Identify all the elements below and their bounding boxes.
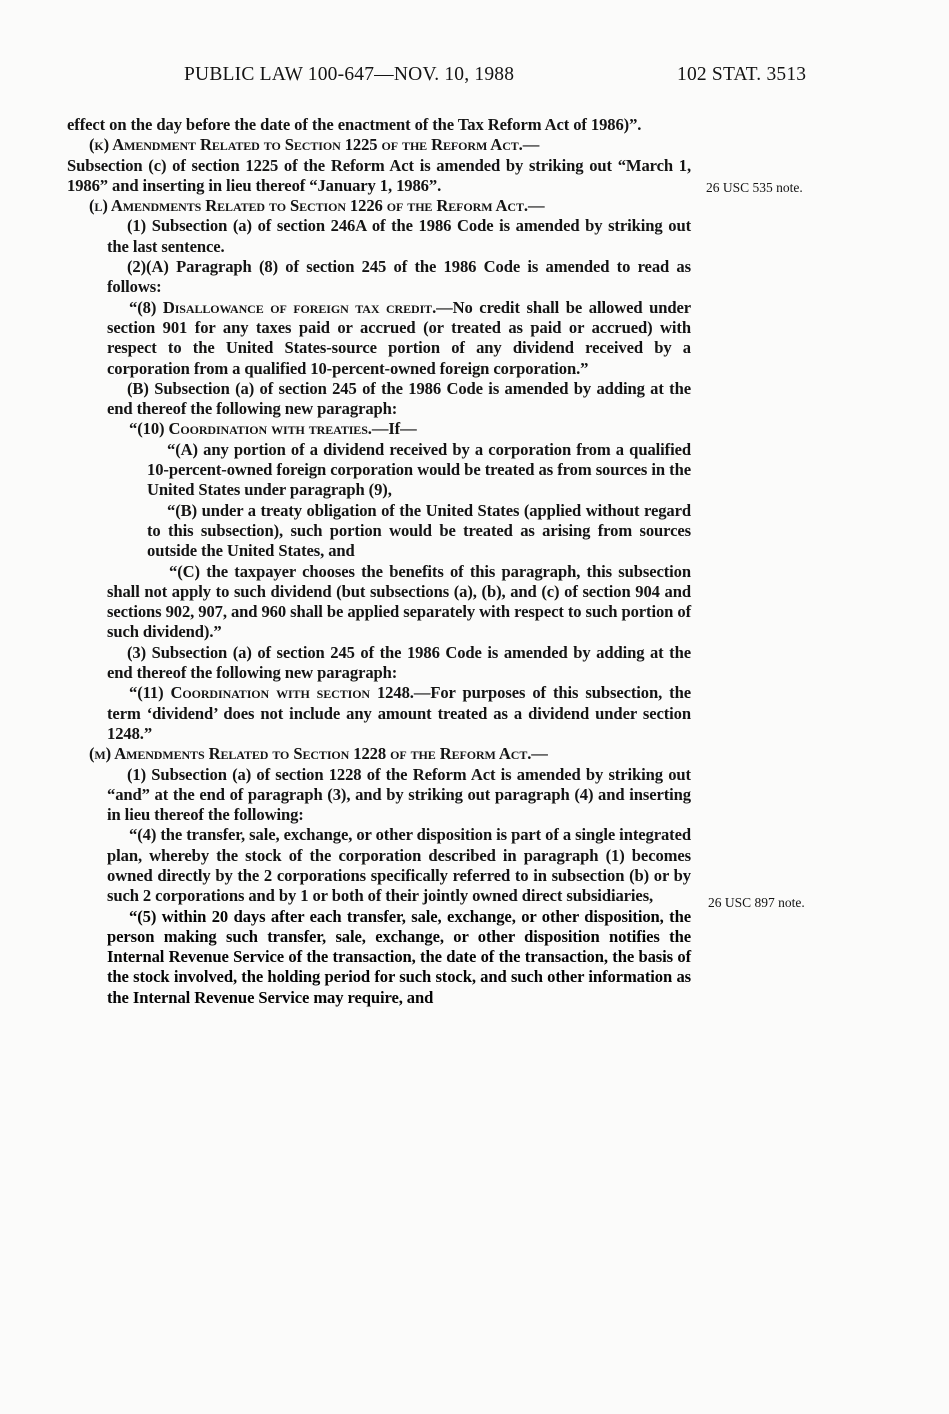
paragraph-l1: (1) Subsection (a) of section 246A of the 1986 Code is amended by striking out the last sentence. xyxy=(107,216,691,256)
paragraph-continuation: effect on the day before the date of the enactment of the Tax Reform Act of 1986)”. xyxy=(67,115,642,134)
quoted-paragraph-4: “(4) the transfer, sale, exchange, or other disposition is part of a single integrated plan, whereby the stock of the corporation described in paragraph (1) becomes owned directly by the 2 corporations specifically referred to in subsection (b) or by such 2 corporations and by 1 or both of their jointly owned direct subsidiaries, xyxy=(107,825,691,906)
document-body xyxy=(67,115,691,1008)
paragraph-m1: (1) Subsection (a) of section 1228 of the Reform Act is amended by striking out “and” at the end of paragraph (3), and by striking out paragraph (4) and inserting in lieu thereof the following: xyxy=(107,764,691,825)
subsection-m-heading xyxy=(67,744,691,764)
quote-10-tail: —If— xyxy=(371,419,417,439)
subsection-k-title: (k) Amendment Related to Section 1225 of the Reform Act.— xyxy=(89,135,540,155)
quote-10-heading: “(10) Coordination with treaties. xyxy=(129,419,372,439)
quote-8-heading: “(8) Disallowance of foreign tax credit. xyxy=(129,297,437,317)
subsection-k-heading xyxy=(67,135,691,155)
margin-note-897: 26 USC 897 note. xyxy=(708,895,805,910)
quote-11-text: —For purposes of this subsection, the term ‘dividend’ does not include any amount treated as a dividend under section 1248.” xyxy=(107,683,691,743)
subsection-l-title: (l) Amendments Related to Section 1226 of the Reform Act.— xyxy=(89,196,545,216)
subsection-k-body: Subsection (c) of section 1225 of the Reform Act is amended by striking out “March 1, 1986” and inserting in lieu thereof “January 1, 1986”. xyxy=(67,155,691,195)
paragraph-l2b: (B) Subsection (a) of section 245 of the 1986 Code is amended by adding at the end thereof the following new paragraph: xyxy=(107,378,691,419)
quoted-paragraph-5: “(5) within 20 days after each transfer, sale, exchange, or other disposition, the person making such transfer, sale, exchange, or other disposition notifies the Internal Revenue Service of the transaction, the date of the transaction, the basis of the stock involved, the holding period for such stock, and such other information as the Internal Revenue Service may require, and xyxy=(107,906,691,1007)
quote-11-heading: “(11) Coordination with section 1248. xyxy=(129,683,414,703)
page-header xyxy=(0,64,949,94)
margin-note-535: 26 USC 535 note. xyxy=(706,180,803,195)
header-title: PUBLIC LAW 100-647—NOV. 10, 1988 xyxy=(184,64,515,85)
paragraph-l3: (3) Subsection (a) of section 245 of the 1986 Code is amended by adding at the end thereof the following new paragraph: xyxy=(107,642,691,683)
quoted-paragraph-10 xyxy=(67,419,691,439)
quote-8-text: —No credit shall be allowed under section 901 for any taxes paid or accrued (or treated as paid or accrued) with respect to the United States-source portion of any dividend received by a corporation from a qualified 10-percent-owned foreign corporation.” xyxy=(107,297,691,378)
quoted-paragraph-11 xyxy=(67,683,691,744)
quoted-subparagraph-b: “(B) under a treaty obligation of the United States (applied without regard to this subsection), such portion would be treated as arising from sources outside the United States, and xyxy=(147,500,691,561)
header-stat-number: 102 STAT. 3513 xyxy=(677,64,807,85)
paragraph-l2a: (2)(A) Paragraph (8) of section 245 of the 1986 Code is amended to read as follows: xyxy=(107,257,691,297)
quoted-paragraph-8 xyxy=(67,298,691,379)
subsection-m-title: (m) Amendments Related to Section 1228 of the Reform Act.— xyxy=(89,744,548,764)
quoted-subparagraph-c: “(C) the taxpayer chooses the benefits of this paragraph, this subsection shall not apply to such dividend (but subsections (a), (b), and (c) of section 904 and sections 902, 907, and 960 shall be applied separately with respect to such portion of such dividend).” xyxy=(107,561,691,642)
subsection-l-heading xyxy=(67,196,691,216)
quoted-subparagraph-a: “(A) any portion of a dividend received by a corporation from a qualified 10-percent-owned foreign corporation would be treated as from sources in the United States under paragraph (9), xyxy=(147,439,691,500)
